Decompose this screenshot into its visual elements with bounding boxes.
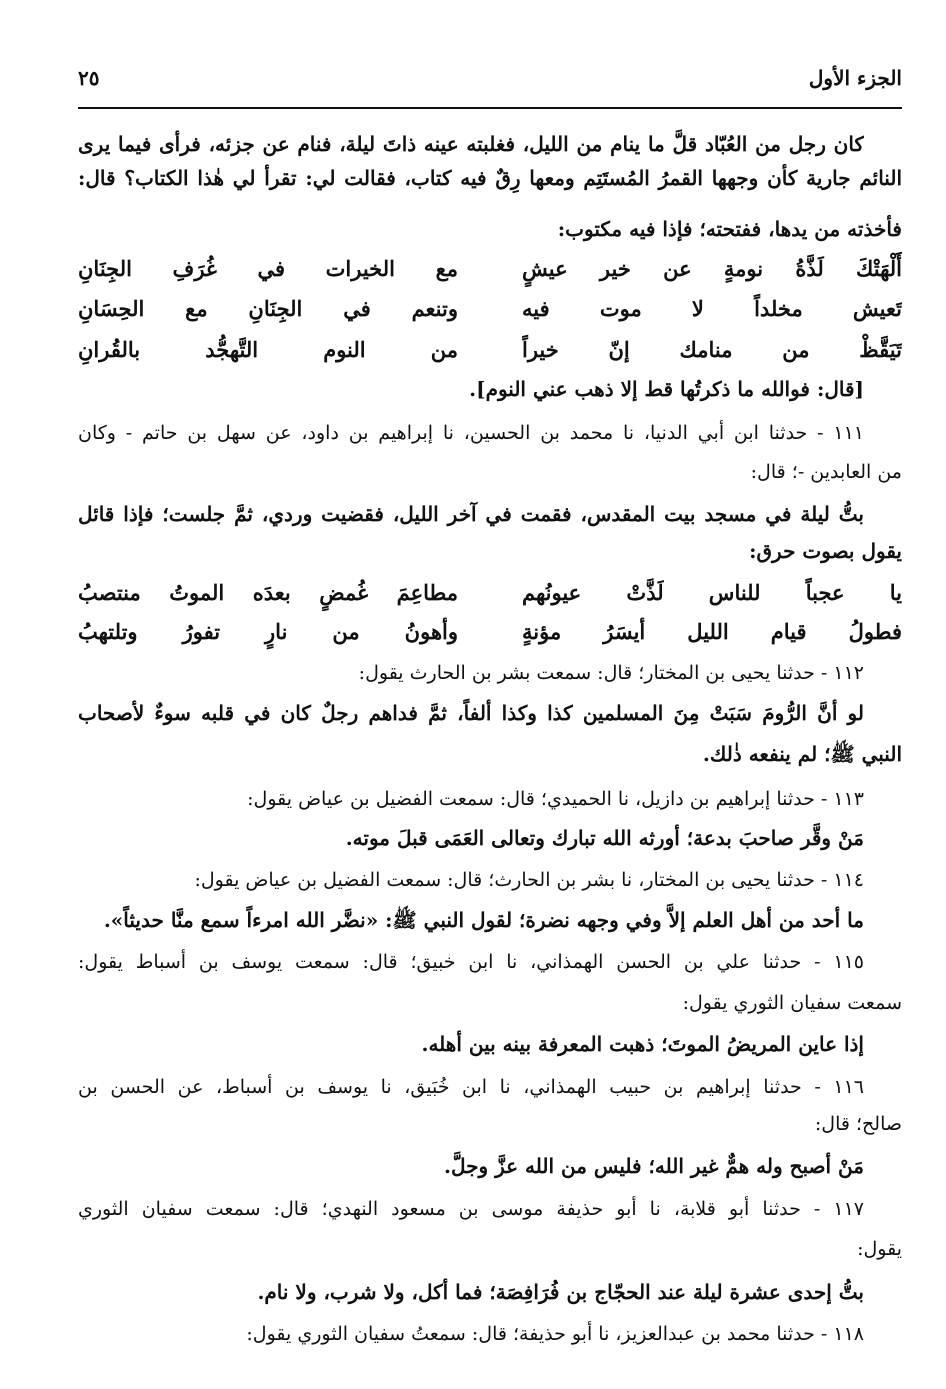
verse-hemistich: تَيَقَّظْ من منامك إنّ خيراً xyxy=(522,337,902,362)
header-rule xyxy=(78,107,902,109)
verse-hemistich: تَعيش مخلداً لا موت فيه xyxy=(522,296,902,321)
text-line: مَنْ وقَّر صاحبَ بدعة؛ أورثه الله تبارك وتعالى العَمَى قبلَ موته. xyxy=(345,826,864,850)
text-line: كان رجل من العُبّاد قلَّ ما ينام من الليل، فغلبته عينه ذاتَ ليلة، فنام عن جزئه، فرأى فيما يرى xyxy=(78,132,864,156)
hadith-chain: صالح؛ قال: xyxy=(814,1113,902,1135)
hadith-chain: سمعت سفيان الثوري يقول: xyxy=(682,992,902,1014)
text-line: [قال: فوالله ما ذكرتُها قط إلا ذهب عني النوم]. xyxy=(469,377,864,401)
hadith-chain: يقول: xyxy=(857,1238,902,1260)
text-line: مَنْ أصبح وله همٌّ غير الله؛ فليس من الله عزَّ وجلَّ. xyxy=(443,1154,864,1178)
text-line: إذا عاين المريضُ الموتَ؛ ذهبت المعرفة بينه بين أهله. xyxy=(421,1032,864,1056)
verse-hemistich: من النوم التَّهجُّد بالقُرانِ xyxy=(78,337,458,362)
hadith-chain: ١١٣ - حدثنا إبراهيم بن دازيل، نا الحميدي؛ قال: سمعت الفضيل بن عياض يقول: xyxy=(247,788,864,810)
text-line: النائم جارية كأن وجهها القمرُ المُستَتِم ومعها رِقٌ فيه كتاب، فقالت لي: تقرأ لي هٰذا الكتاب؟ قال: xyxy=(78,166,902,190)
hadith-chain: ١١٢ - حدثنا يحيى بن المختار؛ قال: سمعت بشر بن الحارث يقول: xyxy=(358,662,864,684)
verse-hemistich: وأهونُ من نارٍ تفورُ وتلتهبُ xyxy=(78,619,458,644)
text-line: النبي ﷺ؛ لم ينفعه ذٰلك. xyxy=(702,742,902,766)
text-line: ما أحد من أهل العلم إلاَّ وفي وجهه نضرة؛ لقول النبي ﷺ: «نضَّر الله امرءاً سمع منَّا حديثاً». xyxy=(103,908,864,932)
hadith-chain: ١١٨ - حدثنا محمد بن عبدالعزيز، نا أبو حذيفة؛ قال: سمعتُ سفيان الثوري يقول: xyxy=(246,1323,864,1345)
hadith-chain: ١١٦ - حدثنا إبراهيم بن حبيب الهمذاني، نا ابن خُبَيق، نا يوسف بن أسباط، عن الحسن بن xyxy=(78,1076,864,1098)
verse-hemistich: مطاعِمَ غُمضٍ بعدَه الموتُ منتصبُ xyxy=(78,580,458,605)
text-line: بتُّ إحدى عشرة ليلة عند الحجّاج بن فُرَافِصَة؛ فما أكل، ولا شرب، ولا نام. xyxy=(257,1280,864,1304)
verse-hemistich: أَلْهَتْكَ لَذَّةُ نومةٍ عن خير عيشٍ xyxy=(522,256,902,281)
text-line: فأخذته من يدها، ففتحته؛ فإذا فيه مكتوب: xyxy=(557,217,902,241)
page-header xyxy=(78,62,902,98)
hadith-chain: ١١١ - حدثنا ابن أبي الدنيا، نا محمد بن الحسين، نا إبراهيم بن داود، عن سهل بن حاتم - وكان xyxy=(78,422,864,444)
text-line: بتُّ ليلة في مسجد بيت المقدس، فقمت في آخر الليل، فقضيت وردي، ثمَّ جلست؛ فإذا قائل xyxy=(78,502,864,526)
hadith-chain: ١١٤ - حدثنا يحيى بن المختار، نا بشر بن الحارث؛ قال: سمعت الفضيل بن عياض يقول: xyxy=(194,869,864,891)
hadith-chain: ١١٥ - حدثنا علي بن الحسن الهمذاني، نا ابن خبيق؛ قال: سمعت يوسف بن أسباط يقول: xyxy=(78,951,864,973)
verse-hemistich: فطولُ قيام الليل أيسَرُ مؤنةٍ xyxy=(522,619,902,644)
text-line: لو أنَّ الرُّومَ سَبَتْ مِنَ المسلمين كذا وكذا ألفاً، ثمَّ فداهم رجلٌ كان في قلبه سوءٌ لأصحاب xyxy=(78,701,864,725)
verse-hemistich: وتنعم في الجِنَانِ مع الحِسَانِ xyxy=(78,296,458,321)
hadith-chain: ١١٧ - حدثنا أبو قلابة، نا أبو حذيفة موسى بن مسعود النهدي؛ قال: سمعت سفيان الثوري xyxy=(78,1198,864,1220)
verse-hemistich: مع الخيرات في غُرَفِ الجِنَانِ xyxy=(78,256,458,281)
page-number: ٢٥ xyxy=(78,66,100,90)
hadith-chain: من العابدين -؛ قال: xyxy=(750,461,902,483)
verse-hemistich: يا عجباً للناس لَذَّتْ عيونُهم xyxy=(522,580,902,605)
text-line: يقول بصوت حرق: xyxy=(749,539,902,563)
running-title: الجزء الأول xyxy=(808,66,902,90)
